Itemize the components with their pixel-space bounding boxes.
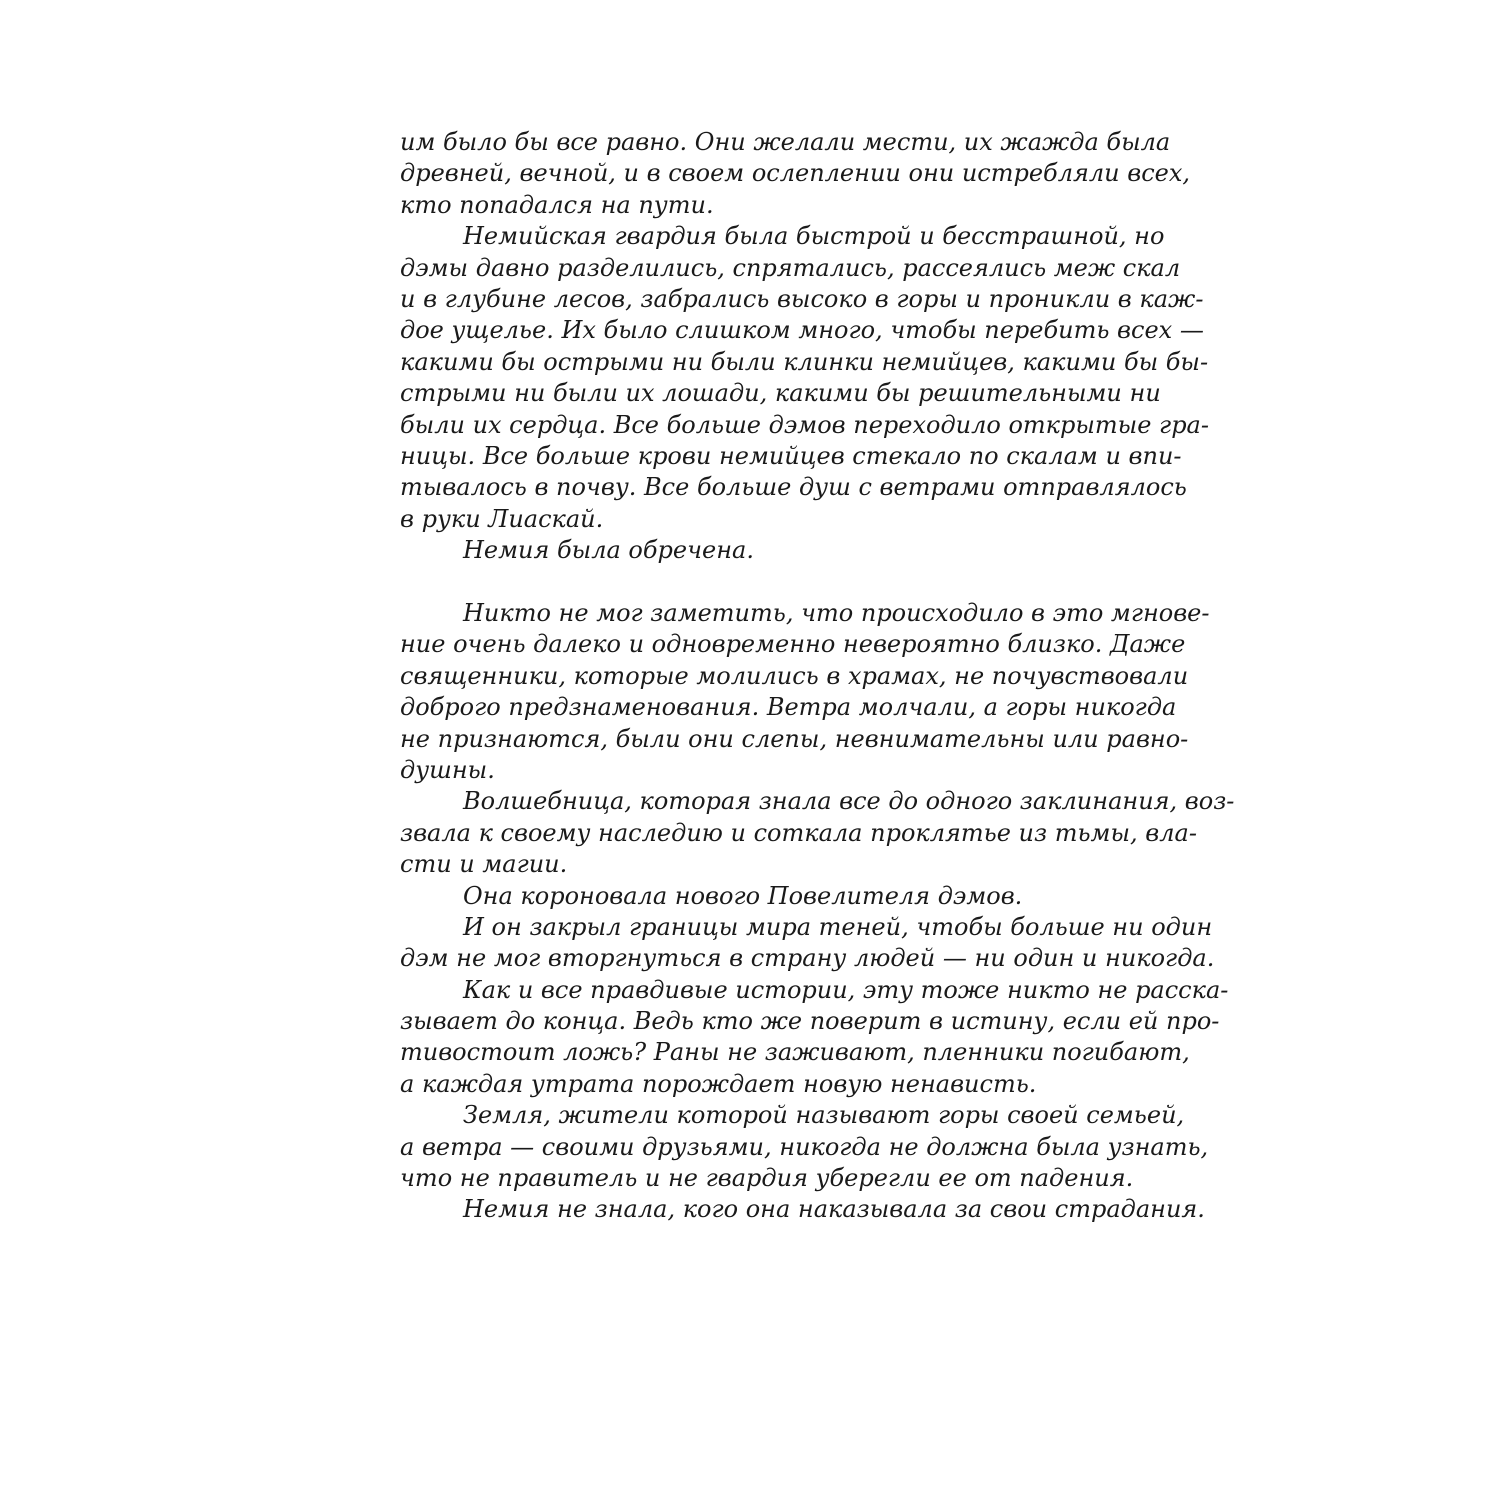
text-line: священники, которые молились в храмах, не почувствовали bbox=[400, 661, 1189, 690]
text-line: тивостоит ложь? Раны не заживают, пленники погибают, bbox=[400, 1038, 1190, 1067]
text-line: дэмы давно разделились, спрятались, рассеялись меж скал bbox=[400, 253, 1181, 282]
text-line: в руки Лиаскай. bbox=[400, 504, 604, 533]
text-line: Немия не знала, кого она наказывала за свои страдания. bbox=[463, 1195, 1205, 1224]
text-line: Земля, жители которой называют горы своей семьей, bbox=[463, 1101, 1185, 1130]
text-line: душны. bbox=[400, 755, 495, 784]
text-line: сти и магии. bbox=[400, 850, 568, 879]
text-line: кто попадался на пути. bbox=[400, 190, 714, 219]
text-line: зывает до конца. Ведь кто же поверит в истину, если ей про- bbox=[400, 1007, 1220, 1036]
text-line: Никто не мог заметить, что происходило в это мгнове- bbox=[463, 599, 1210, 627]
text-line: доброго предзнаменования. Ветра молчали, а горы никогда bbox=[400, 693, 1177, 722]
text-line: ницы. Все больше крови немийцев стекало по скалам и впи- bbox=[400, 441, 1182, 470]
text-line: стрыми ни были их лошади, какими бы решительными ни bbox=[400, 379, 1161, 408]
text-line: а ветра — своими друзьями, никогда не должна была узнать, bbox=[400, 1132, 1209, 1161]
text-line: и в глубине лесов, забрались высоко в горы и проникли в каж- bbox=[400, 284, 1204, 313]
text-line: звала к своему наследию и соткала проклятье из тьмы, вла- bbox=[400, 818, 1197, 847]
text-line: дое ущелье. Их было слишком много, чтобы перебить всех — bbox=[400, 316, 1204, 345]
text-line: Она короновала нового Повелителя дэмов. bbox=[463, 881, 1023, 910]
text-line: И он закрыл границы мира теней, чтобы больше ни один bbox=[463, 912, 1213, 941]
text-line: что не правитель и не гвардия уберегли ее от падения. bbox=[400, 1164, 1134, 1193]
text-line: какими бы острыми ни были клинки немийцев, какими бы бы- bbox=[400, 347, 1209, 376]
text-line: тывалось в почву. Все больше душ с ветрами отправлялось bbox=[400, 473, 1187, 502]
text-line: Как и все правдивые истории, эту тоже никто не расска- bbox=[463, 975, 1229, 1004]
text-line: им было бы все равно. Они желали мести, их жажда была bbox=[400, 128, 1171, 156]
text-line: ние очень далеко и одновременно невероятно близко. Даже bbox=[400, 630, 1186, 659]
text-line: Немийская гвардия была быстрой и бесстрашной, но bbox=[463, 222, 1165, 251]
text-line: а каждая утрата порождает новую ненависть. bbox=[400, 1069, 1037, 1098]
text-section-2 bbox=[400, 598, 1235, 1226]
text-line: Волшебница, которая знала все до одного заклинания, воз- bbox=[463, 787, 1235, 816]
text-line: были их сердца. Все больше дэмов переходило открытые гра- bbox=[400, 410, 1209, 439]
text-section-1 bbox=[400, 127, 1209, 566]
text-line: Немия была обречена. bbox=[463, 536, 754, 565]
text-line: древней, вечной, и в своем ослеплении они истребляли всех, bbox=[400, 159, 1191, 188]
text-line: не признаются, были они слепы, невнимательны или равно- bbox=[400, 724, 1189, 753]
text-line: дэм не мог вторгнуться в страну людей — ни один и никогда. bbox=[400, 944, 1215, 973]
